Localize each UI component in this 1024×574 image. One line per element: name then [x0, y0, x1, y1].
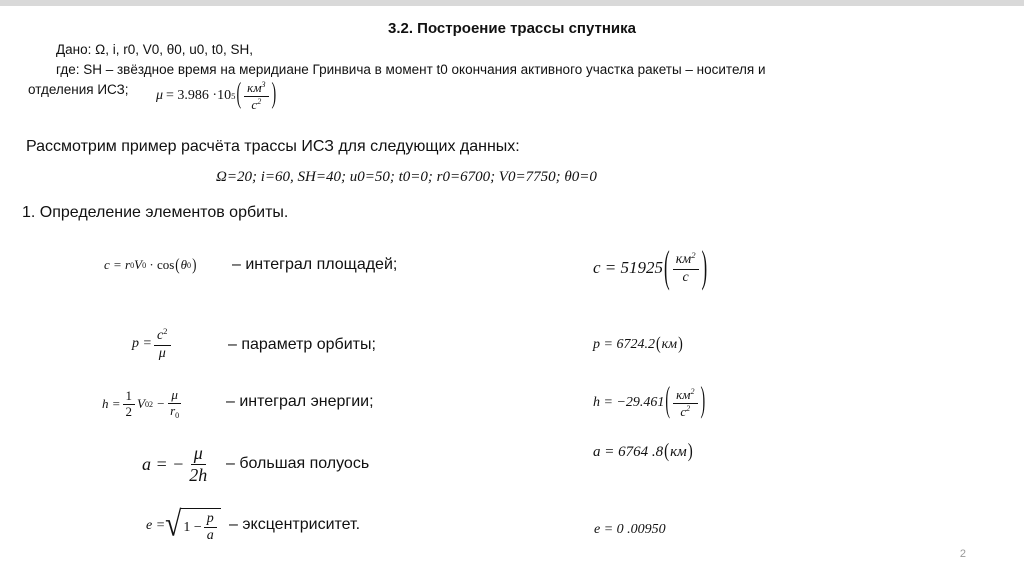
- section-heading: 1. Определение элементов орбиты.: [22, 204, 289, 221]
- result-e: [594, 520, 666, 540]
- where-line-1: где: SH – звёздное время на меридиане Гринвича в момент t0 окончания активного участка ракеты – носителя и: [56, 62, 766, 77]
- mu-unit-c-pow: 2: [257, 96, 262, 106]
- mu-symbol: μ: [156, 88, 164, 104]
- page-number: 2: [959, 548, 966, 560]
- result-c: c = 51925 ( $\frac{км^2}{c}$ ): [593, 242, 708, 292]
- mu-unit-km: км: [247, 79, 262, 95]
- formula-p: p = $\frac{c^2}{\mu}$: [132, 318, 173, 370]
- label-area-integral: – интеграл площадей;: [232, 256, 398, 273]
- example-intro: Рассмотрим пример расчёта трассы ИСЗ для следующих данных:: [26, 138, 520, 155]
- result-c-value: c = 51925: [593, 258, 664, 277]
- label-eccentricity: – эксцентриситет.: [229, 516, 361, 533]
- mu-unit-km-pow: 3: [261, 80, 266, 89]
- mu-exponent: 5: [231, 91, 236, 102]
- formula-c: c = r 0 V 0 · cos ( θ 0 ): [104, 254, 197, 275]
- label-orbit-parameter: – параметр орбиты;: [228, 336, 376, 353]
- slide-title: 3.2. Построение трассы спутника: [388, 20, 636, 37]
- formula-h: h = $\frac{1}{2}$ V 0 2 − $\frac{\mu}{r_0}$: [102, 386, 180, 420]
- result-a-value: a = 6764 .8: [593, 443, 664, 460]
- formula-a: a = − $\frac{\mu}{2h}$: [142, 442, 208, 485]
- result-h-value: h = −29.461: [593, 395, 665, 410]
- result-e-value: e = 0 .00950: [594, 522, 666, 537]
- result-a: a = 6764 .8 ( км ): [593, 440, 693, 462]
- mu-unit-c: c: [251, 96, 258, 112]
- where-line-2: отделения ИСЗ;: [28, 82, 129, 97]
- data-line: Ω=20; i=60, SH=40; u0=50; t0=0; r0=6700; V0=7750; θ0=0: [216, 169, 597, 185]
- label-energy-integral: – интеграл энергии;: [226, 393, 374, 410]
- mu-formula: μ = 3.986 ·10 5 ( $\frac{км^3}{c^2}$ ): [156, 79, 277, 112]
- label-semi-major-axis: – большая полуось: [226, 455, 370, 472]
- result-p: p = 6724.2 ( км ): [593, 334, 683, 355]
- result-p-value: p = 6724.2: [593, 337, 655, 352]
- result-h: h = −29.461 ( $\frac{км^2}{c^2}$ ): [593, 382, 706, 422]
- top-rule: [0, 0, 1024, 6]
- mu-value: = 3.986 ·10: [166, 88, 232, 104]
- formula-e: e = √ 1 − $\frac{p}{a}$: [146, 498, 221, 554]
- given-line: Дано: Ω, i, r0, V0, θ0, u0, t0, SH,: [56, 42, 254, 57]
